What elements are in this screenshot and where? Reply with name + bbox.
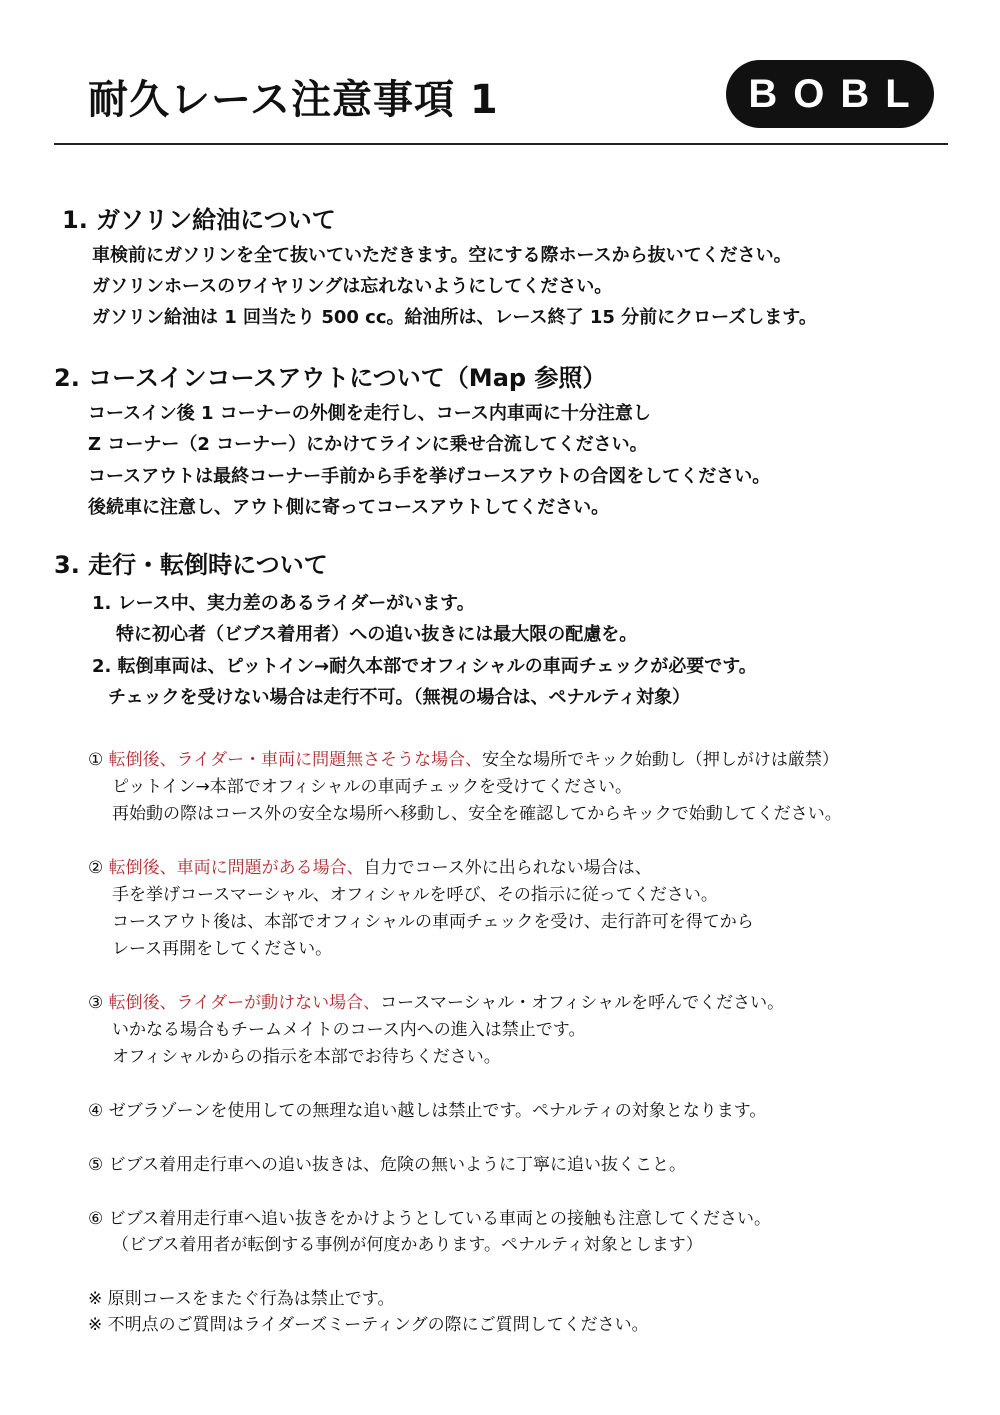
section-3-line: チェックを受けない場合は走行不可。（無視の場合は、ペナルティ対象） <box>108 687 691 708</box>
section-1-heading: 1. ガソリン給油について <box>62 206 336 234</box>
section-3-line: 2. 転倒車両は、ピットイン→耐久本部でオフィシャルの車両チェックが必要です。 <box>92 656 757 677</box>
item-marker: ④ <box>88 1101 104 1121</box>
note-marker: ※ <box>88 1289 103 1309</box>
item-text: コースマーシャル・オフィシャルを呼んでください。 <box>380 993 785 1013</box>
section-3-line: 特に初心者（ビブス着用者）への追い抜きには最大限の配慮を。 <box>116 624 638 645</box>
item-line: 手を挙げコースマーシャル、オフィシャルを呼び、その指示に従ってください。 <box>112 885 718 905</box>
item-5 <box>88 1150 686 1175</box>
item-text: ゼブラゾーンを使用しての無理な追い越しは禁止です。ペナルティの対象となります。 <box>108 1101 767 1121</box>
item-3 <box>88 988 784 1013</box>
section-2-line: コースアウトは最終コーナー手前から手を挙げコースアウトの合図をしてください。 <box>88 466 771 487</box>
item-line: オフィシャルからの指示を本部でお待ちください。 <box>112 1047 501 1067</box>
item-marker: ⑤ <box>88 1155 104 1175</box>
item-highlight: 転倒後、ライダー・車両に問題無さそうな場合、 <box>108 750 483 770</box>
item-marker: ① <box>88 750 104 770</box>
item-highlight: 転倒後、ライダーが動けない場合、 <box>108 993 381 1013</box>
note <box>88 1284 394 1309</box>
brand-logo: BOBL <box>726 60 934 128</box>
section-1-line: 車検前にガソリンを全て抜いていただきます。空にする際ホースから抜いてください。 <box>92 245 792 266</box>
page-title: 耐久レース注意事項 1 <box>88 77 499 123</box>
item-marker: ⑥ <box>88 1209 104 1229</box>
item-line: ピットイン→本部でオフィシャルの車両チェックを受けてください。 <box>112 777 632 797</box>
item-4 <box>88 1096 766 1121</box>
section-2-line: 後続車に注意し、アウト側に寄ってコースアウトしてください。 <box>88 497 610 518</box>
item-marker: ② <box>88 858 104 878</box>
item-line: レース再開をしてください。 <box>112 939 333 959</box>
item-text: 安全な場所でキック始動し（押しがけは厳禁） <box>482 750 839 770</box>
item-text: ビブス着用走行車へ追い抜きをかけようとしている車両との接触も注意してください。 <box>108 1209 771 1229</box>
item-line: いかなる場合もチームメイトのコース内への進入は禁止です。 <box>112 1020 586 1040</box>
item-line: コースアウト後は、本部でオフィシャルの車両チェックを受け、走行許可を得てから <box>112 912 754 932</box>
header-divider <box>54 143 948 145</box>
note <box>88 1310 649 1335</box>
item-6 <box>88 1204 771 1229</box>
item-marker: ③ <box>88 993 104 1013</box>
note-text: 不明点のご質問はライダーズミーティングの際にご質問してください。 <box>107 1315 649 1335</box>
item-2 <box>88 853 652 878</box>
section-2-line: コースイン後 1 コーナーの外側を走行し、コース内車両に十分注意し <box>88 403 651 424</box>
section-1-line: ガソリン給油は 1 回当たり 500 cc。給油所は、レース終了 15 分前にクローズします。 <box>92 307 817 328</box>
note-marker: ※ <box>88 1315 103 1335</box>
item-text: 自力でコース外に出られない場合は、 <box>363 858 652 878</box>
note-text: 原則コースをまたぐ行為は禁止です。 <box>107 1289 395 1309</box>
item-highlight: 転倒後、車両に問題がある場合、 <box>108 858 364 878</box>
item-line: （ビブス着用者が転倒する事例が何度かあります。ペナルティ対象とします） <box>112 1235 703 1255</box>
section-2-line: Z コーナー（2 コーナー）にかけてラインに乗せ合流してください。 <box>88 434 648 455</box>
item-line: 再始動の際はコース外の安全な場所へ移動し、安全を確認してからキックで始動してください。 <box>112 804 842 824</box>
item-text: ビブス着用走行車への追い抜きは、危険の無いように丁寧に追い抜くこと。 <box>108 1155 686 1175</box>
item-1 <box>88 745 839 770</box>
section-3-line: 1. レース中、実力差のあるライダーがいます。 <box>92 593 475 614</box>
section-2-heading: 2. コースインコースアウトについて（Map 参照） <box>54 364 607 392</box>
section-1-line: ガソリンホースのワイヤリングは忘れないようにしてください。 <box>92 276 613 297</box>
section-3-heading: 3. 走行・転倒時について <box>54 551 328 579</box>
